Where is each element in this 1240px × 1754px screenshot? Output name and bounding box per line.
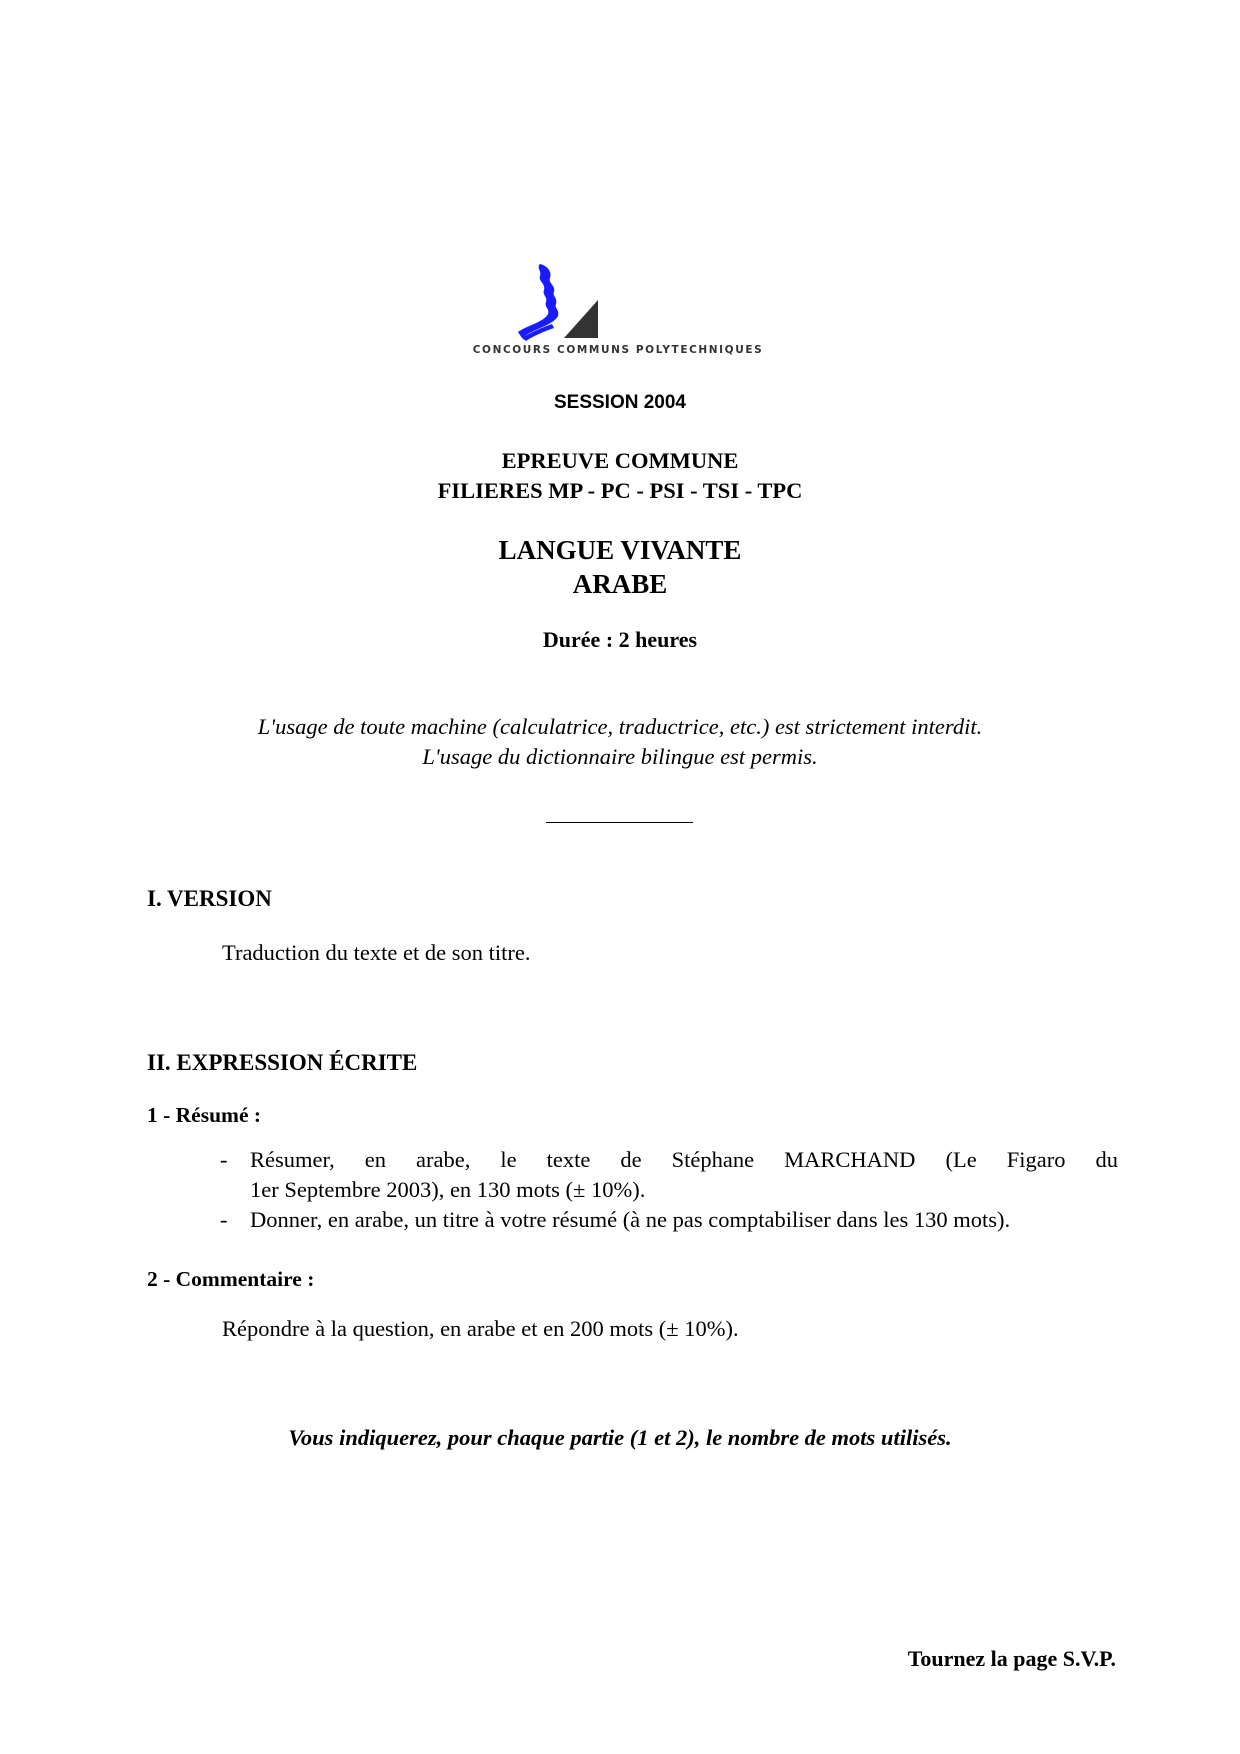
bullet-text-line: Résumer, en arabe, le texte de Stéphane MARCHAND (Le Figaro du bbox=[250, 1147, 1118, 1172]
section-expression-title: II. EXPRESSION ÉCRITE bbox=[147, 1050, 418, 1075]
epreuve-title: EPREUVE COMMUNE bbox=[501, 448, 739, 473]
epreuve-block bbox=[0, 446, 1240, 506]
resume-instructions bbox=[218, 1145, 1118, 1235]
rules-block bbox=[0, 712, 1240, 772]
closing-instruction: Vous indiquerez, pour chaque partie (1 et 2), le nombre de mots utilisés. bbox=[288, 1425, 952, 1450]
bullet-text-line: 1er Septembre 2003), en 130 mots (± 10%). bbox=[250, 1177, 646, 1202]
duration-label: Durée : 2 heures bbox=[542, 627, 698, 652]
bullet-dash: - bbox=[220, 1147, 228, 1172]
commentaire-title: 2 - Commentaire : bbox=[147, 1267, 315, 1291]
section-version-title: I. VERSION bbox=[147, 886, 272, 911]
rule-dictionary: L'usage du dictionnaire bilingue est permis. bbox=[422, 744, 818, 769]
subject-title: LANGUE VIVANTE bbox=[498, 535, 742, 565]
commentaire-text: Répondre à la question, en arabe et en 200 mots (± 10%). bbox=[222, 1316, 739, 1341]
subject-language: ARABE bbox=[572, 569, 668, 599]
turn-page-note: Tournez la page S.V.P. bbox=[907, 1646, 1116, 1671]
session-label: SESSION 2004 bbox=[553, 392, 687, 413]
logo-text: CONCOURS COMMUNS POLYTECHNIQUES bbox=[472, 344, 764, 356]
section-version-text: Traduction du texte et de son titre. bbox=[222, 940, 531, 965]
filieres-line: FILIERES MP - PC - PSI - TSI - TPC bbox=[437, 478, 803, 503]
separator-line bbox=[546, 822, 693, 823]
bullet-text-line: Donner, en arabe, un titre à votre résumé (à ne pas comptabiliser dans les 130 mots). bbox=[250, 1207, 1011, 1232]
resume-title: 1 - Résumé : bbox=[147, 1103, 262, 1127]
list-item bbox=[218, 1145, 1118, 1205]
list-item bbox=[218, 1205, 1118, 1235]
ccp-logo-graphic bbox=[468, 262, 768, 342]
ccp-logo bbox=[468, 262, 768, 362]
bullet-dash: - bbox=[220, 1207, 228, 1232]
subject-block bbox=[0, 533, 1240, 601]
rule-machines: L'usage de toute machine (calculatrice, traductrice, etc.) est strictement interdit. bbox=[257, 714, 983, 739]
